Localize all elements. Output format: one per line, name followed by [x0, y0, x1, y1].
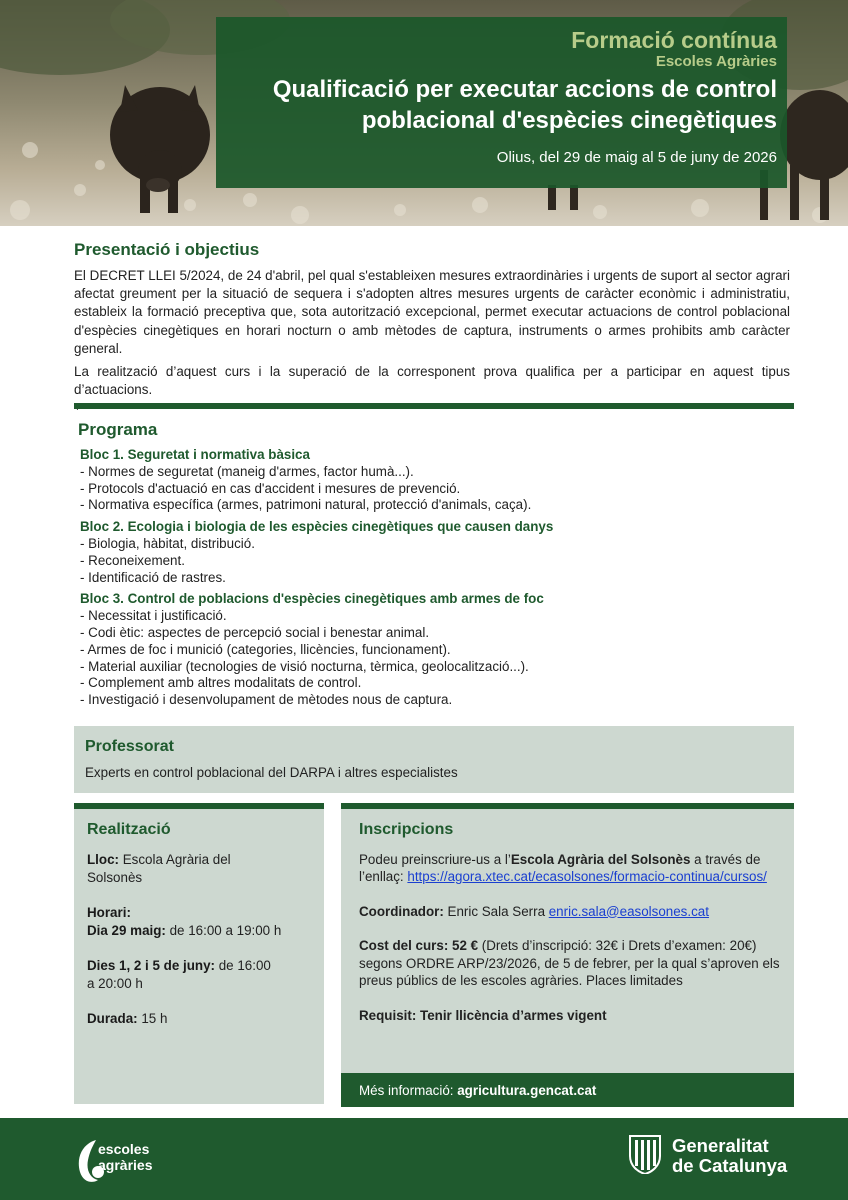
senyera-shield-icon [628, 1134, 662, 1174]
presentacio-heading: Presentació i objectius [74, 240, 260, 259]
course-title-line-1: Qualificació per executar accions de control [272, 76, 777, 103]
coordinator-line [359, 903, 782, 921]
realitzacio-panel [74, 809, 324, 1104]
inscription-link[interactable]: https://agora.xtec.cat/ecasolsones/formacio-continua/cursos/ [407, 869, 767, 884]
lloc-value-2: Solsonès [87, 870, 143, 885]
professorat-text: Experts en control poblacional del DARPA i altres especialistes [85, 765, 458, 780]
bloc-item: - Complement amb altres modalitats de control. [80, 675, 362, 691]
kicker: Formació contínua [571, 27, 777, 53]
durada-value: 15 h [137, 1011, 168, 1026]
cost-line [359, 937, 782, 990]
horari-label: Horari: [87, 905, 131, 920]
bloc-item: - Material auxiliar (tecnologies de visió nocturna, tèrmica, geolocalització...). [80, 658, 529, 674]
logo-left-line-1: escoles [98, 1141, 150, 1157]
more-info-url[interactable]: agricultura.gencat.cat [457, 1083, 597, 1098]
coordinator-label: Coordinador: [359, 903, 444, 919]
bloc-item: - Biologia, hàbitat, distribució. [80, 535, 255, 551]
inscripcions-heading: Inscripcions [359, 821, 454, 838]
inscripcions-panel [341, 809, 794, 1073]
presentacio-paragraph-2: La realització d’aquest curs i la superació de la corresponent prova qualifica per a participar en aquest tipus d’actuacions. [74, 364, 790, 398]
bloc-item: - Identificació de rastres. [80, 569, 226, 585]
header-photo [0, 0, 848, 226]
bloc-3 [80, 591, 780, 709]
lloc-line [87, 851, 324, 869]
professorat-heading: Professorat [85, 738, 174, 755]
coordinator-email-link[interactable]: enric.sala@easolsones.cat [548, 903, 709, 919]
logo-left-line-2: agràries [98, 1157, 153, 1173]
cost-label: Cost del curs: 52 € [359, 938, 479, 953]
generalitat-logo [628, 1134, 788, 1179]
bloc-title: Bloc 2. Ecologia i biologia de les espècies cinegètiques que causen danys [80, 519, 554, 535]
programa-heading: Programa [78, 420, 158, 439]
bloc-2 [80, 519, 780, 586]
bloc-item: - Investigació i desenvolupament de mètodes nous de captura. [80, 692, 453, 708]
section-divider [74, 403, 794, 409]
lloc-label: Lloc: [87, 852, 119, 867]
bloc-title: Bloc 3. Control de poblacions d'espècies cinegètiques amb armes de foc [80, 591, 544, 607]
presentacio-paragraph-1: El DECRET LLEI 5/2024, de 24 d'abril, pel qual s'estableixen mesures extraordinàries i urgents de suport al sector agrari afectat greument per la situació de sequera i s'adopten altres mesures urgents de caràcter econòmic i administratiu, estableix la formació preceptiva que, sota autorització excepcional, permet executar actuacions de control poblacional d'espècies cinegètiques en horari nocturn o amb mètodes de captura, instruments o armes prohibits amb caràcter general. [74, 268, 790, 356]
day1-value: de 16:00 a 19:00 h [165, 923, 282, 938]
bloc-item: - Protocols d'actuació en cas d'accident i mesures de prevenció. [80, 480, 461, 496]
more-info-label: Més informació: [359, 1083, 458, 1098]
requisit: Requisit: Tenir llicència d’armes vigent [359, 1007, 607, 1023]
professorat-panel [74, 726, 794, 793]
day1-line [87, 922, 324, 940]
escoles-agraries-logo [74, 1130, 154, 1190]
bloc-title: Bloc 1. Seguretat i normativa bàsica [80, 447, 310, 462]
durada-label: Durada: [87, 1011, 138, 1026]
days2-label: Dies 1, 2 i 5 de juny: [87, 958, 216, 973]
more-info-bar [341, 1073, 794, 1107]
coordinator-name: Enric Sala Serra [443, 903, 549, 919]
school-name: Escola Agrària del Solsonès [510, 851, 691, 867]
bloc-item: - Codi ètic: aspectes de percepció social i benestar animal. [80, 624, 430, 640]
programa-content [80, 447, 780, 714]
day1-label: Dia 29 maig: [87, 923, 166, 938]
bloc-item: - Armes de foc i munició (categories, llicències, funcionament). [80, 641, 451, 657]
org-name: Escoles Agràries [655, 53, 777, 70]
bloc-item: - Necessitat i justificació. [80, 608, 227, 624]
days2-line [87, 957, 324, 975]
durada-line [87, 1010, 324, 1028]
course-title-line-2: poblacional d'espècies cinegètiques [361, 107, 777, 134]
cost-text: (Drets d’inscripció: 32€ i Drets d’examen: 20€) segons ORDRE ARP/23/2026, de 5 de febrer, per la qual s’aproven els preus públics de les escoles agràries. Places limitades [359, 938, 780, 988]
bloc-item: - Reconeixement. [80, 552, 185, 568]
course-title-box [216, 17, 787, 188]
days2-value-2: a 20:00 h [87, 976, 143, 991]
bloc-1 [80, 447, 780, 514]
days2-value: de 16:00 [215, 958, 271, 973]
bloc-item: - Normes de seguretat (maneig d'armes, factor humà...). [80, 463, 414, 479]
place-date: Olius, del 29 de maig al 5 de juny de 2026 [496, 149, 777, 166]
realitzacio-heading: Realització [87, 821, 171, 838]
bloc-item: - Normativa específica (armes, patrimoni natural, protecció d'animals, caça). [80, 497, 532, 513]
preinscription-text: Podeu preinscriure-us a l’Escola Agrària del Solsonès a través de l’enllaç: https://agora.xtec.cat/ecasolsones/formacio-continua/cursos/ [359, 851, 767, 884]
lloc-value: Escola Agrària del [119, 852, 231, 867]
generalitat-name: Generalitat de Catalunya [672, 1135, 788, 1176]
